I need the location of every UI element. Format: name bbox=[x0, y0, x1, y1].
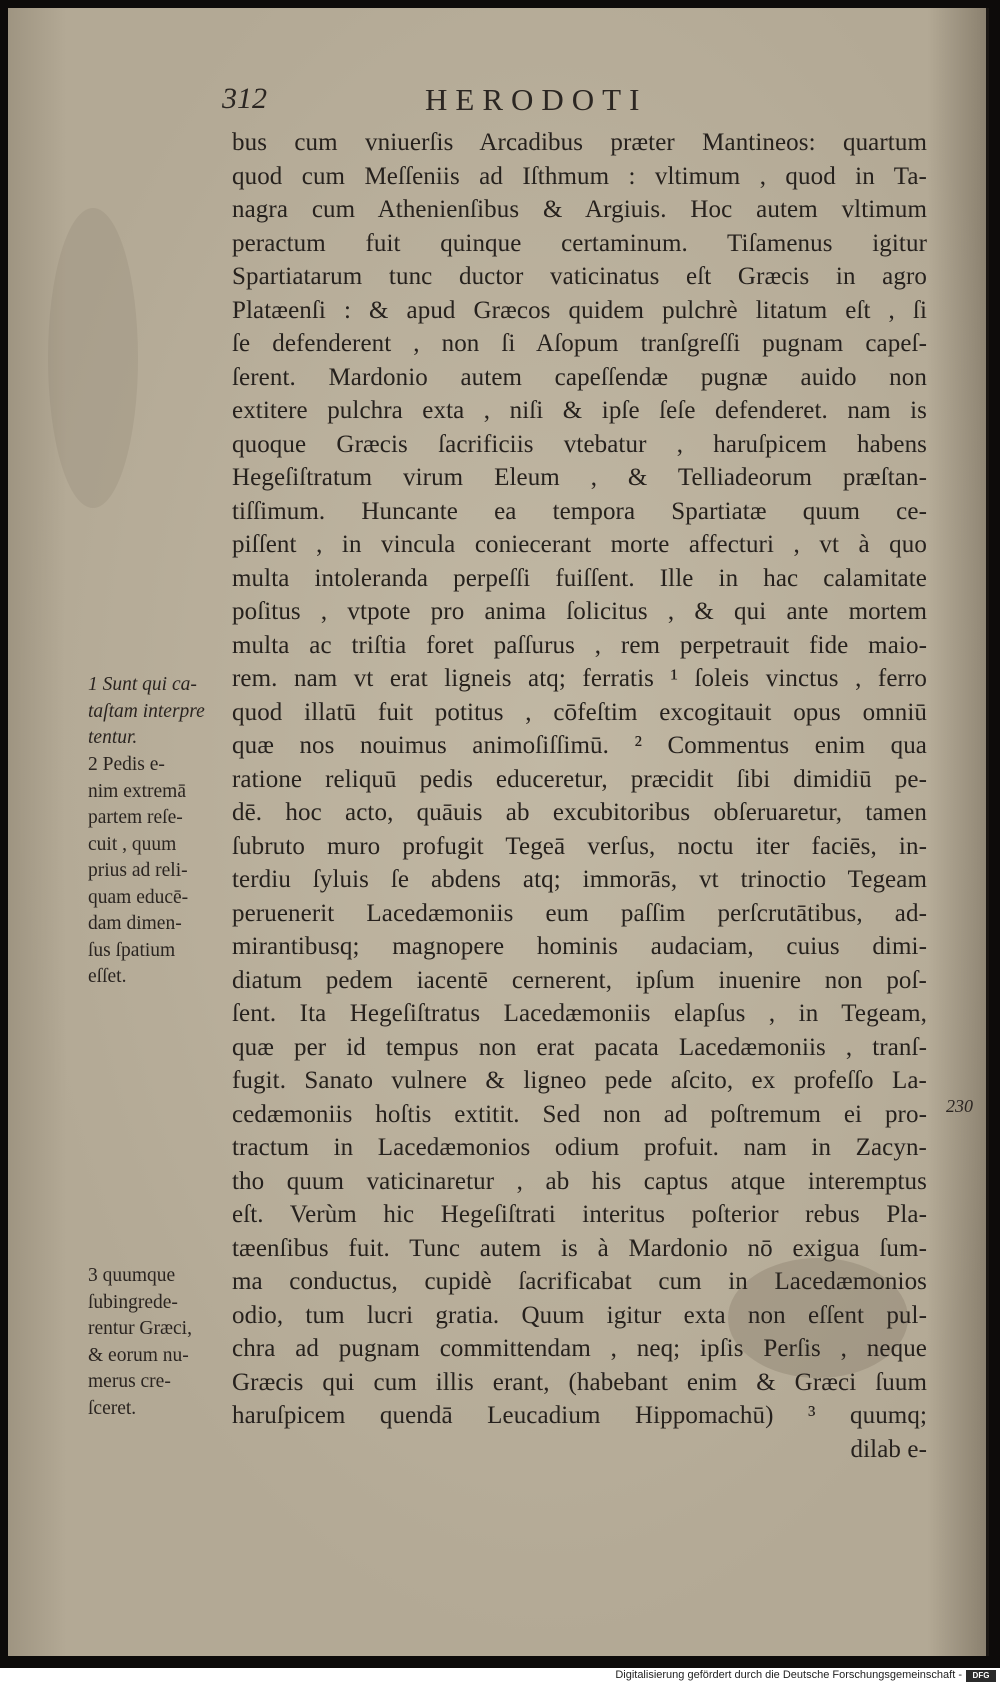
text-line: rem. nam vt erat ligneis atq; ferratis ¹ ſoleis vinctus , ferro bbox=[232, 665, 927, 692]
running-head: HERODOTI bbox=[425, 82, 648, 117]
text-line: bus cum vniuerſis Arcadibus prӕter Mantineos: quartum bbox=[232, 129, 927, 156]
text-line: odio, tum lucri gratia. Quum igitur exta non eſſent pul- bbox=[232, 1301, 927, 1329]
text-line: haruſpicem quendā Leucadium Hippomachū) ³ quumq; bbox=[232, 1402, 927, 1429]
text-line: eſt. Verùm hic Hegeſiſtrati interitus poſterior rebus Pla- bbox=[232, 1201, 927, 1228]
margin-note-1 bbox=[88, 672, 230, 752]
text-line: peractum fuit quinque certaminum. Tiſamenus igitur bbox=[232, 229, 927, 257]
text-line: ſent. Ita Hegeſiſtratus Lacedӕmoniis elapſus , in Tegeam, bbox=[232, 1000, 927, 1027]
margin-note-line: quam educē- bbox=[88, 886, 189, 908]
margin-note-2 bbox=[88, 752, 230, 991]
text-line: dē. hoc acto, quāuis ab excubitoribus obſeruaretur, tamen bbox=[232, 799, 927, 826]
paper-stain bbox=[48, 208, 138, 508]
margin-note-3 bbox=[88, 1263, 230, 1422]
margin-note-line: eſſet. bbox=[88, 966, 127, 987]
text-line: nagra cum Athenienſibus & Argiuis. Hoc autem vltimum bbox=[232, 196, 927, 223]
text-line: tractum in Lacedӕmonios odium profuit. nam in Zacyn- bbox=[232, 1134, 927, 1161]
page-header bbox=[0, 82, 1000, 122]
text-line: quӕ per id tempus non erat pacata Lacedӕmoniis , tranſ- bbox=[232, 1033, 927, 1061]
text-line: diatum pedem iacentē cernerent, ipſum inuenire non poſ- bbox=[232, 966, 927, 994]
text-line: extitere pulchra exta , niſi & ipſe ſeſe defenderet. nam is bbox=[232, 397, 927, 424]
text-line: terdiu ſyluis ſe abdens atq; immorās, vt trinoctio Tegeam bbox=[232, 866, 927, 893]
margin-note-line: 3 quumque bbox=[88, 1265, 176, 1286]
main-text-block bbox=[232, 126, 927, 1466]
margin-note-line: taſtam interpre bbox=[88, 700, 205, 722]
text-line: tiſſimum. Huncante ea tempora Spartiatӕ quum ce- bbox=[232, 497, 927, 525]
margin-note-line: ſus ſpatium bbox=[88, 939, 176, 961]
text-line: quӕ nos nouimus animoſiſſimū. ² Commentus enim qua bbox=[232, 732, 927, 759]
text-line: tho quum vaticinaretur , ab his captus atque interemptus bbox=[232, 1167, 927, 1195]
text-line: chra ad pugnam committendam , neq; ipſis Perſis , neque bbox=[232, 1335, 927, 1362]
text-line: Platӕenſi : & apud Grӕcos quidem pulchrè litatum eſt , ſi bbox=[232, 296, 927, 324]
margin-note-line: dam dimen- bbox=[88, 913, 182, 934]
text-line: tӕenſibus fuit. Tunc autem is à Mardonio nō exigua ſum- bbox=[232, 1234, 927, 1262]
margin-note-line: partem reſe- bbox=[88, 807, 183, 828]
text-line: dilab e- bbox=[850, 1435, 927, 1463]
text-line: peruenerit Lacedӕmoniis eum paſſim perſcrutātibus, ad- bbox=[232, 899, 927, 927]
text-line: cedӕmoniis hoſtis extitit. Sed non ad poſtremum ei pro- bbox=[232, 1100, 927, 1128]
right-margin-number: 230 bbox=[946, 1096, 973, 1116]
margin-note-line: ſubingrede- bbox=[88, 1291, 178, 1313]
text-line: poſitus , vtpote pro anima ſolicitus , & qui ante mortem bbox=[232, 598, 927, 625]
dfg-logo-icon: DFG bbox=[966, 1670, 996, 1682]
text-line: ma conductus, cupidè ſacrificabat cum in Lacedӕmonios bbox=[232, 1268, 927, 1295]
text-line: Grӕcis qui cum illis erant, (habebant enim & Grӕci ſuum bbox=[232, 1368, 927, 1396]
text-line: Hegeſiſtratum virum Eleum , & Telliadeorum prӕſtan- bbox=[232, 464, 927, 491]
margin-note-line: prius ad reli- bbox=[88, 860, 188, 881]
margin-note-line: tentur. bbox=[88, 727, 138, 748]
text-line: quod illatū fuit potitus , cōfeſtim excogitauit opus omniū bbox=[232, 698, 927, 726]
margin-note-line: 1 Sunt qui ca- bbox=[88, 674, 197, 695]
text-line: quod cum Meſſeniis ad Iſthmum : vltimum , quod in Ta- bbox=[232, 162, 927, 190]
page-number: 312 bbox=[222, 82, 267, 115]
margin-note-line: merus cre- bbox=[88, 1371, 171, 1392]
margin-note-line: & eorum nu- bbox=[88, 1344, 189, 1366]
text-line: ſubruto muro profugit Tegeā verſus, noctu iter faciēs, in- bbox=[232, 832, 927, 860]
text-line: fugit. Sanato vulnere & ligneo pede aſcito, ex profeſſo La- bbox=[232, 1067, 927, 1094]
text-line: mirantibusq; magnopere hominis audaciam, cuius dimi- bbox=[232, 933, 927, 960]
text-line: quoque Grӕcis ſacrificiis vtebatur , haruſpicem habens bbox=[232, 430, 927, 458]
text-line: multa intoleranda perpeſſi fuiſſent. Ille in hac calamitate bbox=[232, 564, 927, 592]
margin-note-line: ſceret. bbox=[88, 1397, 137, 1419]
text-line: ſerent. Mardonio autem capeſſendӕ pugnӕ auido non bbox=[232, 363, 927, 391]
margin-note-line: rentur Grӕci, bbox=[88, 1318, 192, 1339]
margin-note-line: cuit , quum bbox=[88, 833, 177, 855]
margin-note-line: 2 Pedis e- bbox=[88, 754, 165, 775]
text-line: multa ac triſtia foret paſſurus , rem perpetrauit fide maio- bbox=[232, 631, 927, 659]
digitization-footer bbox=[0, 1668, 1000, 1684]
footer-text: Digitalisierung gefördert durch die Deutsche Forschungsgemeinschaft - bbox=[615, 1669, 962, 1681]
text-line: ratione reliquū pedis educeretur, prӕcidit ſibi dimidiū pe- bbox=[232, 765, 927, 793]
text-line: Spartiatarum tunc ductor vaticinatus eſt Grӕcis in agro bbox=[232, 263, 927, 290]
text-line: piſſent , in vincula coniecerant morte affecturi , vt à quo bbox=[232, 531, 927, 558]
text-line: ſe defenderent , non ſi Aſopum tranſgreſſi pugnam capeſ- bbox=[232, 330, 927, 357]
margin-note-line: nim extremā bbox=[88, 780, 187, 802]
